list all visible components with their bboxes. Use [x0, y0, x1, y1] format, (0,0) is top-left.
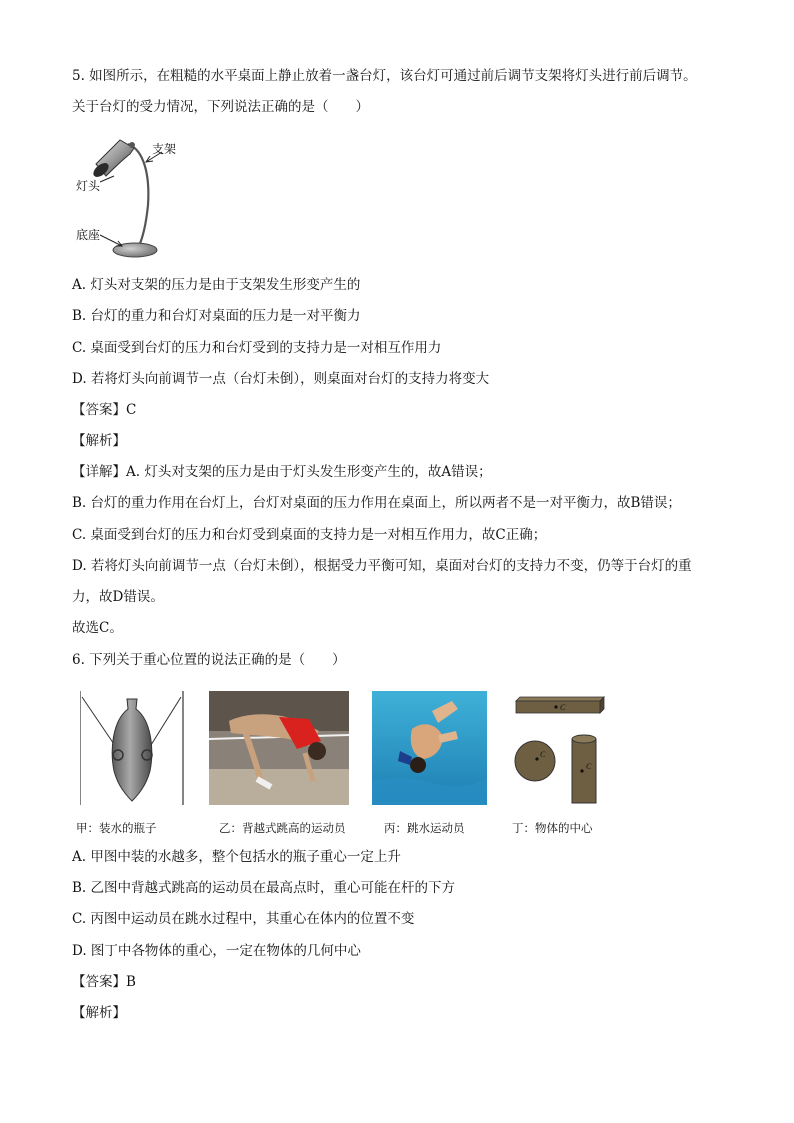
q5-answer-value: C [126, 402, 137, 418]
q6-option-a: A. 甲图中装的水越多，整个包括水的瓶子重心一定上升 [72, 849, 401, 865]
q6-option-b: B. 乙图中背越式跳高的运动员在最高点时，重心可能在杆的下方 [72, 880, 456, 896]
q5-detail-tag: 【详解】 [72, 464, 126, 480]
q5-option-b: B. 台灯的重力和台灯对桌面的压力是一对平衡力 [72, 308, 361, 324]
geometric-objects-drawing [508, 691, 608, 805]
desk-lamp-drawing [72, 130, 202, 265]
q5-option-c: C. 桌面受到台灯的压力和台灯受到的支持力是一对相互作用力 [72, 340, 442, 356]
desk-lamp-figure [72, 130, 202, 265]
q5-detail-d1: D. 若将灯头向前调节一点（台灯未倒），根据受力平衡可知，桌面对台灯的支持力不变，仍等于台灯的重 [72, 558, 692, 574]
lamp-label-head: 灯头 [76, 179, 101, 193]
q5-stem-line1: 5. 如图所示，在粗糙的水平桌面上静止放着一盏台灯，该台灯可通过前后调节支架将灯头进行前后调节。 [72, 68, 697, 84]
center-mark-bar: C [560, 703, 566, 712]
q5-detail-a [72, 463, 492, 481]
caption-ding: 丁：物体的中心 [512, 821, 593, 835]
q5-answer-tag: 【答案】 [72, 402, 126, 418]
q5-conclusion: 故选C。 [72, 620, 123, 636]
high-jumper-picture [209, 691, 349, 805]
q6-answer-tag: 【答案】 [72, 974, 126, 990]
q6-option-c: C. 丙图中运动员在跳水过程中，其重心在体内的位置不变 [72, 911, 415, 927]
bottle-figure [80, 691, 185, 805]
caption-bing: 丙：跳水运动员 [384, 821, 465, 835]
q6-option-d: D. 图丁中各物体的重心，一定在物体的几何中心 [72, 943, 361, 959]
q5-detail-b: B. 台灯的重力作用在台灯上，台灯对桌面的压力作用在桌面上，所以两者不是一对平衡力，故B错误； [72, 495, 681, 511]
center-mark-disc: C [540, 750, 546, 759]
q5-option-a: A. 灯头对支架的压力是由于支架发生形变产生的 [72, 277, 361, 293]
q6-answer [72, 973, 136, 991]
q6-stem: 6. 下列关于重心位置的说法正确的是（ ） [72, 652, 346, 668]
lamp-label-base: 底座 [76, 228, 101, 242]
high-jump-photo [209, 691, 349, 805]
q5-option-d: D. 若将灯头向前调节一点（台灯未倒），则桌面对台灯的支持力将变大 [72, 371, 490, 387]
q5-detail-d2: 力，故D错误。 [72, 589, 164, 605]
q5-stem-line2: 关于台灯的受力情况，下列说法正确的是（ ） [72, 99, 369, 115]
caption-jia: 甲：装水的瓶子 [76, 821, 157, 835]
lamp-label-bracket: 支架 [152, 142, 177, 156]
q6-answer-value: B [126, 974, 136, 990]
q5-detail-a-text: A. 灯头对支架的压力是由于灯头发生形变产生的，故A错误； [126, 464, 492, 480]
q5-detail-c: C. 桌面受到台灯的压力和台灯受到桌面的支持力是一对相互作用力，故C正确； [72, 527, 547, 543]
diver-picture [372, 691, 487, 805]
diver-photo [372, 691, 487, 805]
q5-answer [72, 401, 136, 419]
object-centers-figure [508, 691, 608, 805]
q6-analysis-tag: 【解析】 [72, 1005, 126, 1021]
hanging-bottle-drawing [80, 691, 185, 805]
caption-yi: 乙：背越式跳高的运动员 [219, 821, 346, 835]
q5-analysis-tag: 【解析】 [72, 433, 126, 449]
center-mark-cylinder: C [586, 762, 592, 771]
